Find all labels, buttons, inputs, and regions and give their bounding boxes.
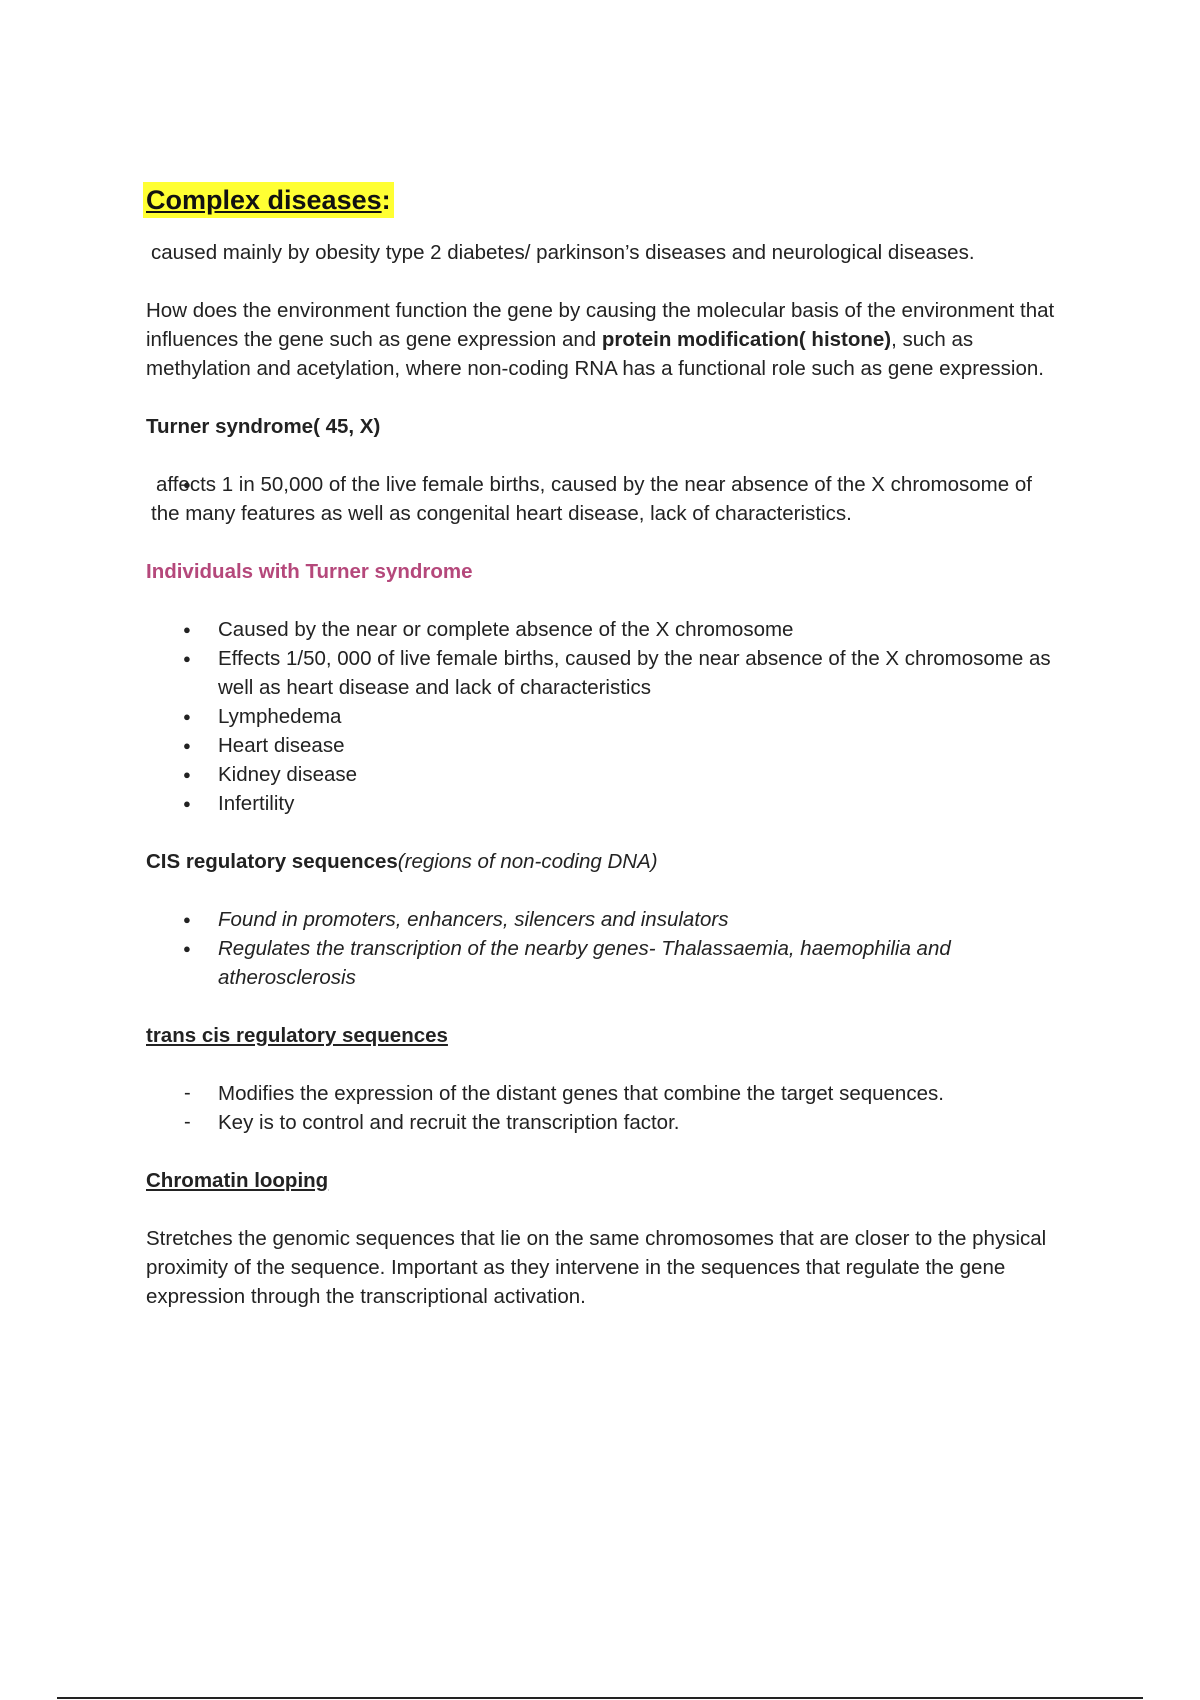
page-title-text: Complex diseases — [146, 185, 382, 215]
page-title — [143, 182, 394, 218]
environment-text-part1: How does the environment function the gene by causing the molecular basis of the environment that influences the gene such as gene expression and — [146, 299, 1055, 351]
list-item: ● Heart disease — [146, 731, 1056, 760]
individuals-list — [146, 615, 1056, 818]
list-item: - Key is to control and recruit the transcription factor. — [146, 1108, 1056, 1137]
list-item: ● Caused by the near or complete absence of the X chromosome — [146, 615, 1056, 644]
list-item: ● Effects 1/50, 000 of live female births, caused by the near absence of the X chromosome as well as heart disease and lack of characteristics — [146, 644, 1056, 702]
turner-list — [146, 470, 1056, 528]
environment-paragraph — [146, 296, 1056, 383]
chromatin-heading: Chromatin looping — [146, 1169, 329, 1192]
cis-heading-text: CIS regulatory sequences — [146, 850, 398, 873]
list-item — [146, 470, 1056, 528]
environment-bold-text: protein modification( histone) — [601, 328, 892, 351]
turner-bullet-text: affects 1 in 50,000 of the live female births, caused by the near absence of the X chromosome of the many features as well as congenital heart disease, lack of characteristics. — [151, 473, 1032, 525]
bottom-divider — [57, 1697, 1143, 1699]
chromatin-paragraph: Stretches the genomic sequences that lie on the same chromosomes that are closer to the physical proximity of the sequence. Important as they intervene in the sequences that regulate the gene expression through the transcriptional activation. — [146, 1227, 1047, 1308]
cis-list — [146, 905, 1056, 992]
list-item: - Modifies the expression of the distant genes that combine the target sequences. — [146, 1079, 1056, 1108]
cis-heading — [146, 847, 1056, 876]
list-item: ● Lymphedema — [146, 702, 1056, 731]
list-item: ● Kidney disease — [146, 760, 1056, 789]
list-item: ● Found in promoters, enhancers, silencers and insulators — [146, 905, 1056, 934]
trans-heading: trans cis regulatory sequences — [146, 1024, 448, 1047]
cis-subheading: (regions of non-coding DNA) — [397, 850, 658, 873]
turner-heading: Turner syndrome( 45, X) — [146, 415, 381, 438]
document-page — [146, 182, 1056, 1311]
list-item: ● Regulates the transcription of the nearby genes- Thalassaemia, haemophilia and atherosclerosis — [146, 934, 1056, 992]
intro-paragraph: caused mainly by obesity type 2 diabetes/ parkinson’s diseases and neurological diseases. — [151, 241, 975, 264]
trans-list — [146, 1079, 1056, 1137]
environment-text-part2: , such as methylation and acetylation, where non-coding RNA has a functional role such as gene expression. — [146, 328, 1044, 380]
page-title-colon: : — [381, 185, 391, 215]
list-item: ● Infertility — [146, 789, 1056, 818]
individuals-heading: Individuals with Turner syndrome — [146, 560, 473, 583]
